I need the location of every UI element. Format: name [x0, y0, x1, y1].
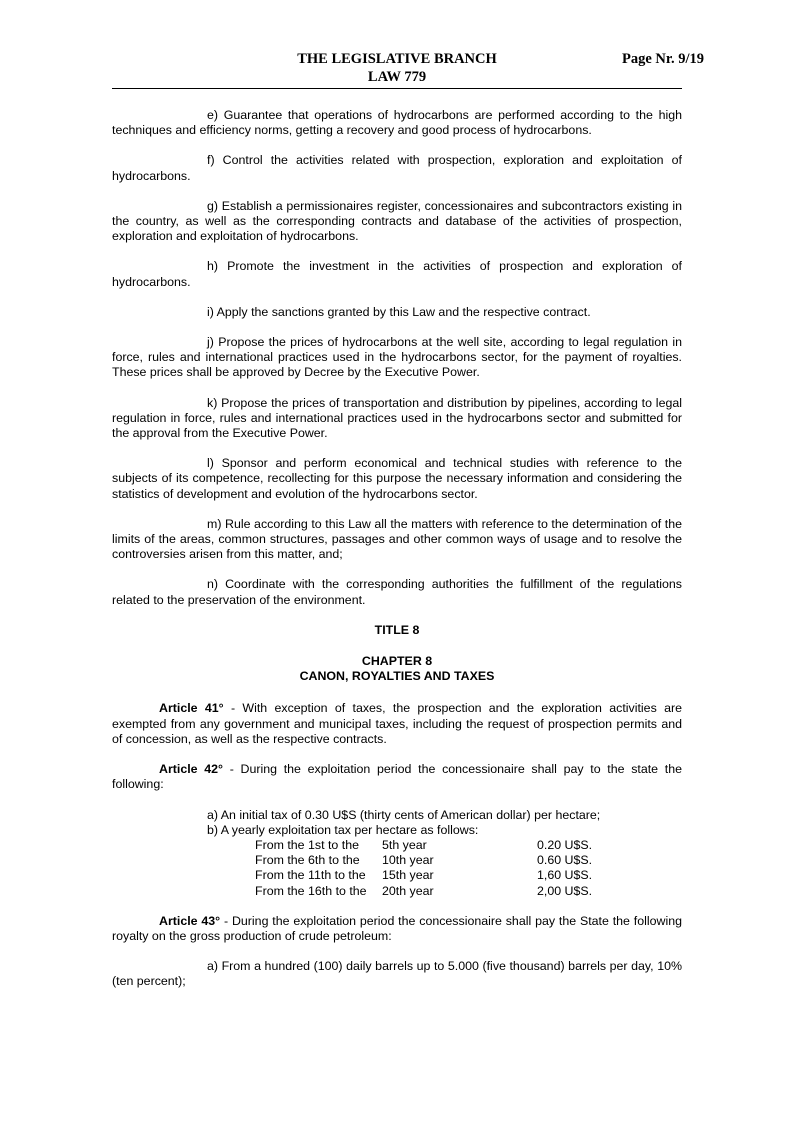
article-41-text: - With exception of taxes, the prospection and the exploration activities are exempted from any government and municipal taxes, including the request of prospection permits and of concession, as well as the respective contracts.: [112, 701, 682, 746]
article-41-label: Article 41°: [159, 701, 224, 716]
table-row: [255, 884, 592, 899]
tax-to: 20th year: [382, 883, 434, 898]
item-f: f) Control the activities related with prospection, exploration and exploitation of hydrocarbons.: [112, 153, 682, 183]
tax-to: 15th year: [382, 868, 434, 883]
tax-amount: 1,60 U$S.: [537, 868, 593, 883]
title-heading: TITLE 8: [374, 622, 420, 637]
tax-table: [255, 838, 592, 899]
item-h: h) Promote the investment in the activities of prospection and exploration of hydrocarbons.: [112, 259, 682, 289]
header-title-line1: THE LEGISLATIVE BRANCH: [297, 51, 497, 67]
article-43: [112, 914, 682, 944]
chapter-name: CANON, ROYALTIES AND TAXES: [299, 669, 495, 684]
item-l: l) Sponsor and perform economical and technical studies with reference to the subjects of its competence, recollecting for this purpose the necessary information and considering the statistics of development and evolution of the hydrocarbons sector.: [112, 456, 682, 501]
article-42-list: [207, 808, 682, 899]
table-row: [255, 838, 592, 853]
header-title: [112, 50, 682, 86]
item-g: g) Establish a permissionaires register, concessionaires and subcontractors existing in the country, as well as the corresponding contracts and database of the activities of prospection, exploration and exploitation of hydrocarbons.: [112, 198, 682, 244]
tax-amount: 0.20 U$S.: [537, 837, 593, 852]
tax-from: From the 6th to the: [255, 853, 360, 868]
chapter-heading: [112, 654, 682, 684]
article-42: [112, 762, 682, 792]
item-i: i) Apply the sanctions granted by this Law and the respective contract.: [207, 304, 591, 319]
article-42-item-b: b) A yearly exploitation tax per hectare as follows:: [207, 822, 479, 837]
item-e: e) Guarantee that operations of hydrocarbons are performed according to the high techniques and efficiency norms, getting a recovery and good process of hydrocarbons.: [112, 108, 682, 138]
tax-amount: 0.60 U$S.: [537, 853, 593, 868]
table-row: [255, 868, 592, 883]
document-body: [112, 108, 682, 1005]
tax-amount: 2,00 U$S.: [537, 883, 593, 898]
article-42-label: Article 42°: [159, 762, 223, 777]
item-m: m) Rule according to this Law all the matters with reference to the determination of the limits of the areas, common structures, passages and other common ways of usage and to resolve the controversies arisen from this matter, and;: [112, 516, 682, 562]
chapter-number: CHAPTER 8: [361, 654, 433, 669]
item-k: k) Propose the prices of transportation and distribution by pipelines, according to legal regulation in force, rules and international practices used in the hydrocarbons sector and submitted for the approval from the Executive Power.: [112, 395, 682, 441]
table-row: [255, 853, 592, 868]
article-43-item-a: a) From a hundred (100) daily barrels up to 5.000 (five thousand) barrels per day, 10% (ten percent);: [112, 959, 682, 989]
item-n: n) Coordinate with the corresponding authorities the fulfillment of the regulations related to the preservation of the environment.: [112, 577, 682, 607]
tax-from: From the 1st to the: [255, 837, 359, 852]
article-43-label: Article 43°: [159, 913, 221, 928]
header-title-line2: LAW 779: [367, 69, 427, 85]
item-j: j) Propose the prices of hydrocarbons at the well site, according to legal regulation in force, rules and international practices used in the hydrocarbons sector, for the payment of royalties. These prices shall be approved by Decree by the Executive Power.: [112, 335, 682, 380]
tax-from: From the 11th to the: [255, 868, 366, 883]
article-42-item-a: a) An initial tax of 0.30 U$S (thirty cents of American dollar) per hectare;: [207, 807, 601, 822]
tax-to: 5th year: [382, 837, 427, 852]
page-header: [112, 50, 704, 89]
article-42-text: - During the exploitation period the concessionaire shall pay to the state the following:: [112, 762, 682, 792]
tax-to: 10th year: [382, 853, 434, 868]
article-41: [112, 701, 682, 747]
article-43-text: - During the exploitation period the concessionaire shall pay the State the following royalty on the gross production of crude petroleum:: [112, 913, 682, 943]
tax-from: From the 16th to the: [255, 883, 367, 898]
page-number: Page Nr. 9/19: [621, 51, 704, 67]
